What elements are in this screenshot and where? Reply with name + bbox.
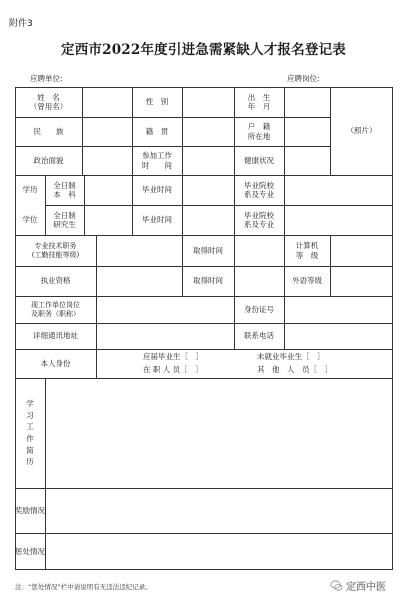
col-line xyxy=(330,235,331,296)
school-major-label: 毕业院校 系及专业 xyxy=(244,210,274,229)
attachment-label: 附件3 xyxy=(9,19,33,29)
chat-bubble-icon xyxy=(330,579,343,592)
obtain-time-label: 取得时间 xyxy=(193,276,223,286)
current-job-label: 现工作单位岗位 及职务（职称） xyxy=(31,300,80,318)
school-major-label: 毕业院校 系及专业 xyxy=(244,180,274,199)
fulltime-grad-label: 全日制 研究生 xyxy=(53,210,76,229)
position-label: 应聘岗位: xyxy=(287,74,320,83)
health-label: 健康状况 xyxy=(244,155,274,165)
education-label: 学历 xyxy=(22,185,38,195)
col-line xyxy=(182,175,183,235)
hukou-label: 户 籍 所在地 xyxy=(247,122,271,141)
other-option[interactable]: 其 他 人 员［ ］ xyxy=(257,365,332,375)
native-place-label: 籍 贯 xyxy=(145,126,169,136)
col-line xyxy=(45,378,46,570)
footer-note: 注：“惩处情况”栏中请说明有无违法违纪记录。 xyxy=(15,583,152,591)
col-line xyxy=(182,87,183,175)
col-line xyxy=(96,349,97,378)
col-line xyxy=(284,296,285,349)
fulltime-undergrad-label: 全日制 本 科 xyxy=(53,180,76,199)
watermark-text: 定西中医 xyxy=(346,582,386,593)
fresh-grad-option[interactable]: 应届毕业生［ ］ xyxy=(143,352,203,362)
grad-time-label: 毕业时间 xyxy=(142,215,172,225)
in-service-option[interactable]: 在 职 人 员［ ］ xyxy=(143,365,203,375)
form-title: 定西市2022年度引进急需紧缺人才报名登记表 xyxy=(61,42,346,58)
row-line xyxy=(15,488,393,489)
col-line xyxy=(234,235,235,296)
address-label: 详细通讯地址 xyxy=(33,331,78,341)
unit-label: 应聘单位: xyxy=(30,74,63,83)
phone-label: 联系电话 xyxy=(244,331,274,341)
gender-label: 性 别 xyxy=(145,97,169,107)
title-rank-label: 专业技术职务 (工勤技能等级) xyxy=(31,241,80,259)
row-line xyxy=(15,533,393,534)
obtain-time-label: 取得时间 xyxy=(193,245,223,255)
unemployed-grad-option[interactable]: 未就业毕业生［ ］ xyxy=(257,352,325,362)
ethnicity-label: 民 族 xyxy=(33,126,64,136)
resume-label: 学习工作简历 xyxy=(26,399,34,467)
col-line xyxy=(96,235,97,296)
degree-label: 学位 xyxy=(22,215,38,225)
id-number-label: 身份证号 xyxy=(244,304,274,314)
political-status-label: 政治面貌 xyxy=(33,155,64,165)
discipline-label: 惩处情况 xyxy=(15,546,45,556)
watermark xyxy=(330,578,386,593)
identity-label: 本人身份 xyxy=(40,358,71,368)
row-line xyxy=(15,378,393,379)
grad-time-label: 毕业时间 xyxy=(142,185,172,195)
row-line xyxy=(45,205,393,206)
work-start-label: 参加工作 时 间 xyxy=(142,151,172,170)
col-line xyxy=(284,87,285,175)
birth-label: 出 生 年 月 xyxy=(247,92,271,111)
col-line xyxy=(96,296,97,349)
col-line xyxy=(82,87,83,175)
photo-placeholder: （照片） xyxy=(346,126,377,136)
name-label: 姓 名 （曾用名） xyxy=(29,92,68,111)
computer-level-label: 计算机 等 级 xyxy=(295,241,319,260)
foreign-lang-label: 外语等级 xyxy=(292,276,322,286)
col-line xyxy=(284,175,285,235)
col-line xyxy=(84,175,85,235)
awards-label: 奖励情况 xyxy=(15,505,45,515)
practice-qual-label: 执业资格 xyxy=(40,276,71,286)
